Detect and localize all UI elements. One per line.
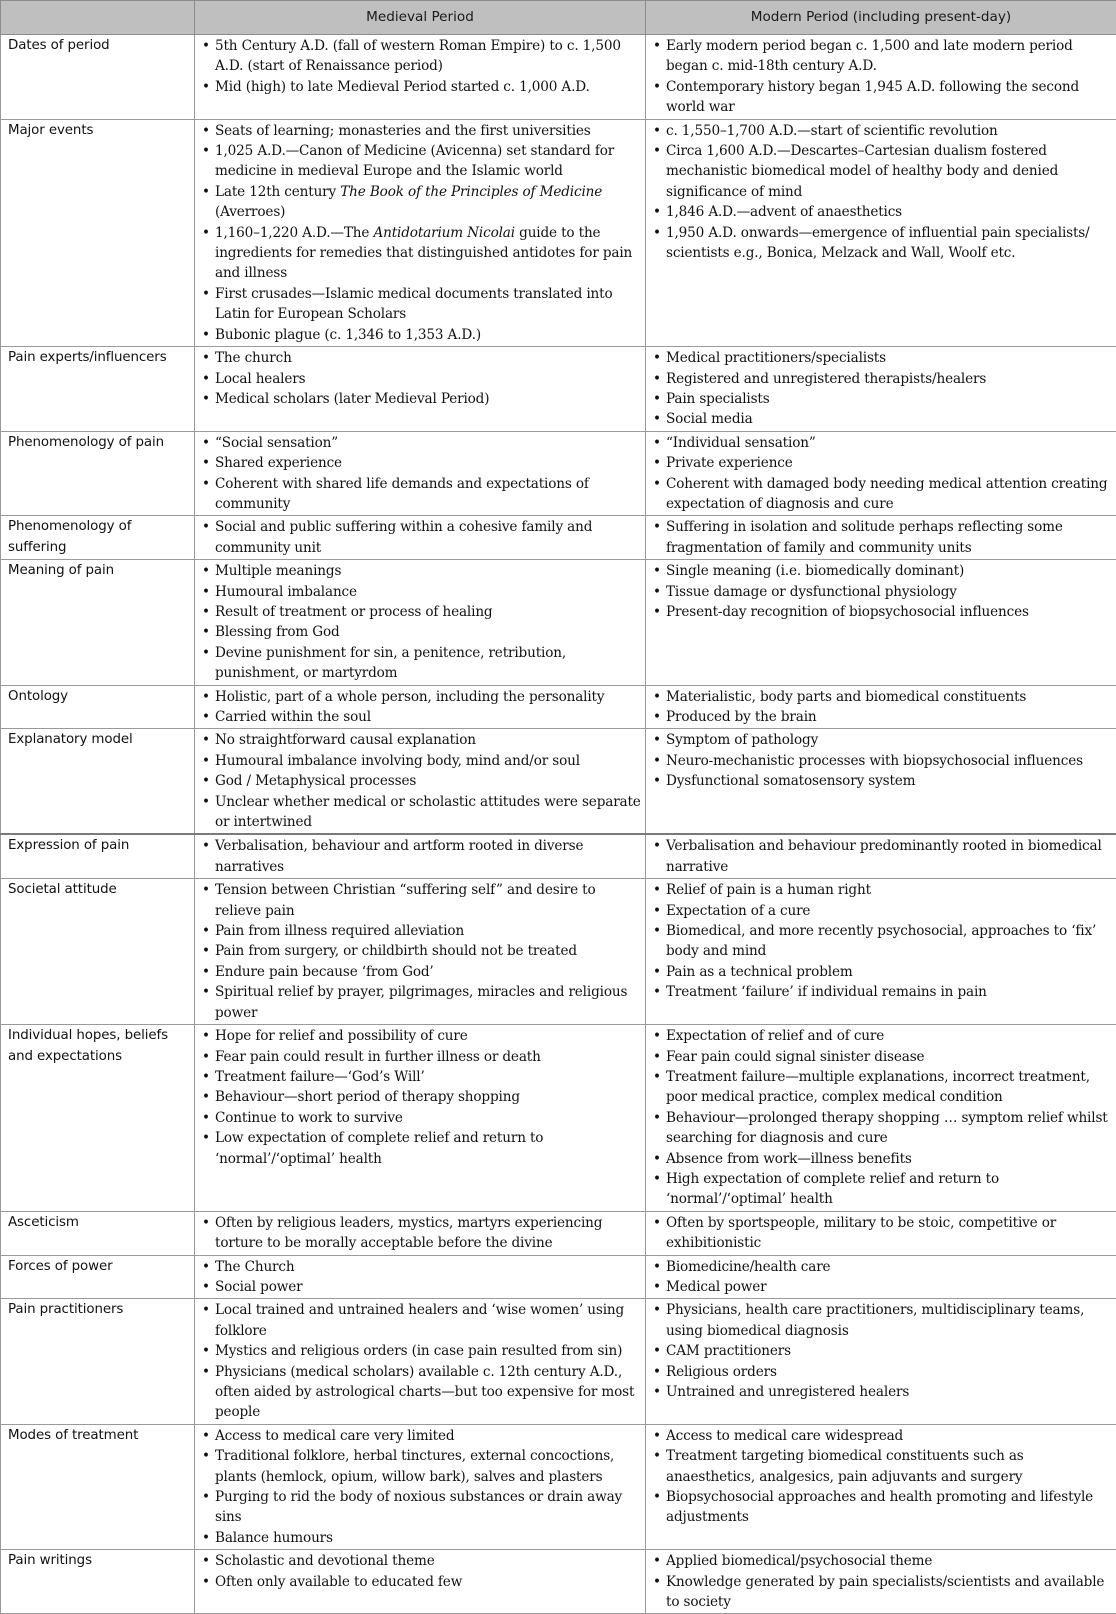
list-item: • Pain specialists xyxy=(652,389,1113,409)
medieval-cell xyxy=(195,560,646,685)
list-item: • Single meaning (i.e. biomedically dominant) xyxy=(652,561,1113,581)
table-row xyxy=(1,729,1116,835)
list-item: • Traditional folklore, herbal tinctures, external concoctions, plants (hemlock, opium, willow bark), salves and plasters xyxy=(201,1446,642,1487)
row-label: Forces of power xyxy=(1,1255,195,1299)
modern-list xyxy=(652,433,1113,515)
medieval-list xyxy=(201,1300,642,1422)
list-item: • Devine punishment for sin, a penitence, retribution, punishment, or martyrdom xyxy=(201,643,642,684)
table-row xyxy=(1,685,1116,729)
list-item: • Registered and unregistered therapists/healers xyxy=(652,369,1113,389)
list-item: • Mystics and religious orders (in case pain resulted from sin) xyxy=(201,1341,642,1361)
table-row xyxy=(1,560,1116,685)
modern-list xyxy=(652,1026,1113,1210)
medieval-cell xyxy=(195,879,646,1025)
row-label: Major events xyxy=(1,119,195,346)
list-item: • The church xyxy=(201,348,642,368)
list-item: • Scholastic and devotional theme xyxy=(201,1551,642,1571)
list-item: • Access to medical care widespread xyxy=(652,1426,1113,1446)
table-row xyxy=(1,1211,1116,1255)
list-item: • 1,160–1,220 A.D.—The Antidotarium Nicolai guide to the ingredients for remedies that distinguished antidotes for pain and illness xyxy=(201,223,642,284)
list-item: • Local healers xyxy=(201,369,642,389)
list-item: • Often only available to educated few xyxy=(201,1572,642,1592)
list-item: • Spiritual relief by prayer, pilgrimages, miracles and religious power xyxy=(201,982,642,1023)
modern-list xyxy=(652,561,1113,622)
modern-list xyxy=(652,730,1113,791)
list-item: • Untrained and unregistered healers xyxy=(652,1382,1113,1402)
list-item: • Bubonic plague (c. 1,346 to 1,353 A.D.) xyxy=(201,325,642,345)
list-item: • “Individual sensation” xyxy=(652,433,1113,453)
list-item: • The Church xyxy=(201,1257,642,1277)
list-item: • Suffering in isolation and solitude perhaps reflecting some fragmentation of family and community units xyxy=(652,517,1113,558)
list-item: • Physicians, health care practitioners, multidisciplinary teams, using biomedical diagnosis xyxy=(652,1300,1113,1341)
list-item: • Pain as a technical problem xyxy=(652,962,1113,982)
row-label: Societal attitude xyxy=(1,879,195,1025)
row-label: Pain practitioners xyxy=(1,1299,195,1424)
list-item: • Verbalisation and behaviour predominantly rooted in biomedical narrative xyxy=(652,836,1113,877)
medieval-list xyxy=(201,1426,642,1548)
list-item: • c. 1,550–1,700 A.D.—start of scientific revolution xyxy=(652,121,1113,141)
row-label: Phenomenology of pain xyxy=(1,431,195,516)
row-label: Phenomenology of suffering xyxy=(1,516,195,560)
medieval-list xyxy=(201,687,642,728)
medieval-list xyxy=(201,1026,642,1169)
list-item: • Expectation of relief and of cure xyxy=(652,1026,1113,1046)
list-item: • Continue to work to survive xyxy=(201,1108,642,1128)
list-item: • Religious orders xyxy=(652,1362,1113,1382)
medieval-list xyxy=(201,36,642,97)
row-label: Ontology xyxy=(1,685,195,729)
list-item: • Often by religious leaders, mystics, martyrs experiencing torture to be morally acceptable before the divine xyxy=(201,1213,642,1254)
list-item: • First crusades—Islamic medical documents translated into Latin for European Scholars xyxy=(201,284,642,325)
modern-list xyxy=(652,1213,1113,1254)
list-item: • Treatment targeting biomedical constituents such as anaesthetics, analgesics, pain adjuvants and surgery xyxy=(652,1446,1113,1487)
list-item: • Medical practitioners/specialists xyxy=(652,348,1113,368)
list-item: • Multiple meanings xyxy=(201,561,642,581)
list-item: • Behaviour—prolonged therapy shopping … symptom relief whilst searching for diagnosis and cure xyxy=(652,1108,1113,1149)
modern-cell xyxy=(646,431,1116,516)
modern-cell xyxy=(646,516,1116,560)
list-item: • Social media xyxy=(652,409,1113,429)
list-item: • Verbalisation, behaviour and artform rooted in diverse narratives xyxy=(201,836,642,877)
medieval-cell xyxy=(195,834,646,878)
list-item: • Expectation of a cure xyxy=(652,901,1113,921)
medieval-list xyxy=(201,348,642,409)
modern-cell xyxy=(646,347,1116,432)
table-row xyxy=(1,119,1116,346)
list-item: • Balance humours xyxy=(201,1528,642,1548)
list-item: • Endure pain because ‘from God’ xyxy=(201,962,642,982)
row-label: Expression of pain xyxy=(1,834,195,878)
table-row xyxy=(1,347,1116,432)
medieval-cell xyxy=(195,1255,646,1299)
table-row xyxy=(1,1424,1116,1549)
table-row xyxy=(1,1299,1116,1424)
list-item: • Medical power xyxy=(652,1277,1113,1297)
list-item: • Relief of pain is a human right xyxy=(652,880,1113,900)
medieval-list xyxy=(201,517,642,558)
list-item: • Medical scholars (later Medieval Period) xyxy=(201,389,642,409)
list-item: • Treatment failure—multiple explanations, incorrect treatment, poor medical practice, complex medical condition xyxy=(652,1067,1113,1108)
list-item: • Knowledge generated by pain specialists/scientists and available to society xyxy=(652,1572,1113,1613)
medieval-list xyxy=(201,730,642,832)
modern-cell xyxy=(646,1299,1116,1424)
header-modern: Modern Period (including present-day) xyxy=(646,1,1116,35)
table-row xyxy=(1,1025,1116,1212)
medieval-cell xyxy=(195,35,646,120)
list-item: • “Social sensation” xyxy=(201,433,642,453)
modern-cell xyxy=(646,119,1116,346)
list-item: • God / Metaphysical processes xyxy=(201,771,642,791)
medieval-cell xyxy=(195,431,646,516)
row-label: Explanatory model xyxy=(1,729,195,835)
list-item: • Private experience xyxy=(652,453,1113,473)
row-label: Meaning of pain xyxy=(1,560,195,685)
modern-list xyxy=(652,1300,1113,1402)
modern-cell xyxy=(646,1550,1116,1614)
list-item: • Fear pain could result in further illness or death xyxy=(201,1047,642,1067)
medieval-list xyxy=(201,561,642,683)
list-item: • Neuro-mechanistic processes with biopsychosocial influences xyxy=(652,751,1113,771)
list-item: • Blessing from God xyxy=(201,622,642,642)
medieval-list xyxy=(201,1551,642,1592)
table-row xyxy=(1,35,1116,120)
modern-cell xyxy=(646,1025,1116,1212)
modern-cell xyxy=(646,560,1116,685)
list-item: • Seats of learning; monasteries and the first universities xyxy=(201,121,642,141)
medieval-cell xyxy=(195,516,646,560)
list-item: • Local trained and untrained healers and ‘wise women’ using folklore xyxy=(201,1300,642,1341)
list-item: • Coherent with damaged body needing medical attention creating expectation of diagnosis and cure xyxy=(652,474,1113,515)
medieval-cell xyxy=(195,729,646,835)
row-label: Individual hopes, beliefs and expectations xyxy=(1,1025,195,1212)
modern-cell xyxy=(646,879,1116,1025)
list-item: • Result of treatment or process of healing xyxy=(201,602,642,622)
list-item: • Mid (high) to late Medieval Period started c. 1,000 A.D. xyxy=(201,77,642,97)
list-item: • Tissue damage or dysfunctional physiology xyxy=(652,582,1113,602)
list-item: • 5th Century A.D. (fall of western Roman Empire) to c. 1,500 A.D. (start of Renaissance period) xyxy=(201,36,642,77)
list-item: • Present-day recognition of biopsychosocial influences xyxy=(652,602,1113,622)
list-item: • Purging to rid the body of noxious substances or drain away sins xyxy=(201,1487,642,1528)
list-item: • Produced by the brain xyxy=(652,707,1113,727)
table-row xyxy=(1,431,1116,516)
list-item: • Absence from work—illness benefits xyxy=(652,1149,1113,1169)
list-item: • Physicians (medical scholars) available c. 12th century A.D., often aided by astrological charts—but too expensive for most people xyxy=(201,1362,642,1423)
list-item: • Behaviour—short period of therapy shopping xyxy=(201,1087,642,1107)
list-item: • Circa 1,600 A.D.—Descartes–Cartesian dualism fostered mechanistic biomedical model of healthy body and denied significance of mind xyxy=(652,141,1113,202)
list-item: • Carried within the soul xyxy=(201,707,642,727)
medieval-cell xyxy=(195,1025,646,1212)
list-item: • Unclear whether medical or scholastic attitudes were separate or intertwined xyxy=(201,792,642,833)
list-item: • Tension between Christian “suffering self” and desire to relieve pain xyxy=(201,880,642,921)
modern-cell xyxy=(646,1255,1116,1299)
table-row xyxy=(1,1550,1116,1614)
list-item: • No straightforward causal explanation xyxy=(201,730,642,750)
row-label: Asceticism xyxy=(1,1211,195,1255)
list-item: • Treatment failure—‘God’s Will’ xyxy=(201,1067,642,1087)
list-item: • Applied biomedical/psychosocial theme xyxy=(652,1551,1113,1571)
list-item: • 1,025 A.D.—Canon of Medicine (Avicenna) set standard for medicine in medieval Europe and the Islamic world xyxy=(201,141,642,182)
list-item: • Humoural imbalance involving body, mind and/or soul xyxy=(201,751,642,771)
list-item: • 1,846 A.D.—advent of anaesthetics xyxy=(652,202,1113,222)
list-item: • Coherent with shared life demands and expectations of community xyxy=(201,474,642,515)
list-item: • Contemporary history began 1,945 A.D. following the second world war xyxy=(652,77,1113,118)
row-label: Modes of treatment xyxy=(1,1424,195,1549)
modern-cell xyxy=(646,35,1116,120)
list-item: • 1,950 A.D. onwards—emergence of influential pain specialists/ scientists e.g., Bonica, Melzack and Wall, Woolf etc. xyxy=(652,223,1113,264)
list-item: • Materialistic, body parts and biomedical constituents xyxy=(652,687,1113,707)
header-blank xyxy=(1,1,195,35)
table-row xyxy=(1,879,1116,1025)
table-row xyxy=(1,834,1116,878)
list-item: • Pain from illness required alleviation xyxy=(201,921,642,941)
medieval-cell xyxy=(195,1550,646,1614)
medieval-list xyxy=(201,121,642,345)
modern-list xyxy=(652,687,1113,728)
header-row xyxy=(1,1,1116,35)
list-item: • Biomedicine/health care xyxy=(652,1257,1113,1277)
list-item: • Hope for relief and possibility of cure xyxy=(201,1026,642,1046)
modern-cell xyxy=(646,1211,1116,1255)
modern-list xyxy=(652,348,1113,430)
row-label: Pain writings xyxy=(1,1550,195,1614)
medieval-cell xyxy=(195,1211,646,1255)
list-item: • Late 12th century The Book of the Principles of Medicine (Averroes) xyxy=(201,182,642,223)
list-item: • Humoural imbalance xyxy=(201,582,642,602)
medieval-list xyxy=(201,1213,642,1254)
list-item: • Symptom of pathology xyxy=(652,730,1113,750)
list-item: • Pain from surgery, or childbirth should not be treated xyxy=(201,941,642,961)
medieval-cell xyxy=(195,119,646,346)
modern-list xyxy=(652,1551,1113,1612)
table-row xyxy=(1,516,1116,560)
list-item: • Holistic, part of a whole person, including the personality xyxy=(201,687,642,707)
list-item: • Low expectation of complete relief and return to ‘normal’/‘optimal’ health xyxy=(201,1128,642,1169)
modern-list xyxy=(652,880,1113,1002)
medieval-list xyxy=(201,836,642,877)
list-item: • Social power xyxy=(201,1277,642,1297)
medieval-list xyxy=(201,880,642,1023)
list-item: • Dysfunctional somatosensory system xyxy=(652,771,1113,791)
list-item: • CAM practitioners xyxy=(652,1341,1113,1361)
modern-cell xyxy=(646,685,1116,729)
list-item: • Access to medical care very limited xyxy=(201,1426,642,1446)
list-item: • Fear pain could signal sinister disease xyxy=(652,1047,1113,1067)
table-row xyxy=(1,1255,1116,1299)
list-item: • Biomedical, and more recently psychosocial, approaches to ‘fix’ body and mind xyxy=(652,921,1113,962)
modern-list xyxy=(652,121,1113,264)
list-item: • Biopsychosocial approaches and health promoting and lifestyle adjustments xyxy=(652,1487,1113,1528)
medieval-cell xyxy=(195,1424,646,1549)
modern-list xyxy=(652,1257,1113,1298)
list-item: • High expectation of complete relief and return to ‘normal’/‘optimal’ health xyxy=(652,1169,1113,1210)
medieval-list xyxy=(201,1257,642,1298)
modern-cell xyxy=(646,1424,1116,1549)
medieval-cell xyxy=(195,347,646,432)
modern-cell xyxy=(646,729,1116,835)
modern-list xyxy=(652,36,1113,118)
medieval-cell xyxy=(195,1299,646,1424)
list-item: • Social and public suffering within a cohesive family and community unit xyxy=(201,517,642,558)
medieval-cell xyxy=(195,685,646,729)
list-item: • Often by sportspeople, military to be stoic, competitive or exhibitionistic xyxy=(652,1213,1113,1254)
modern-list xyxy=(652,517,1113,558)
modern-list xyxy=(652,836,1113,877)
row-label: Pain experts/influencers xyxy=(1,347,195,432)
row-label: Dates of period xyxy=(1,35,195,120)
list-item: • Shared experience xyxy=(201,453,642,473)
list-item: • Early modern period began c. 1,500 and late modern period began c. mid-18th century A.D. xyxy=(652,36,1113,77)
medieval-list xyxy=(201,433,642,515)
header-medieval: Medieval Period xyxy=(195,1,646,35)
list-item: • Treatment ‘failure’ if individual remains in pain xyxy=(652,982,1113,1002)
modern-list xyxy=(652,1426,1113,1528)
modern-cell xyxy=(646,834,1116,878)
